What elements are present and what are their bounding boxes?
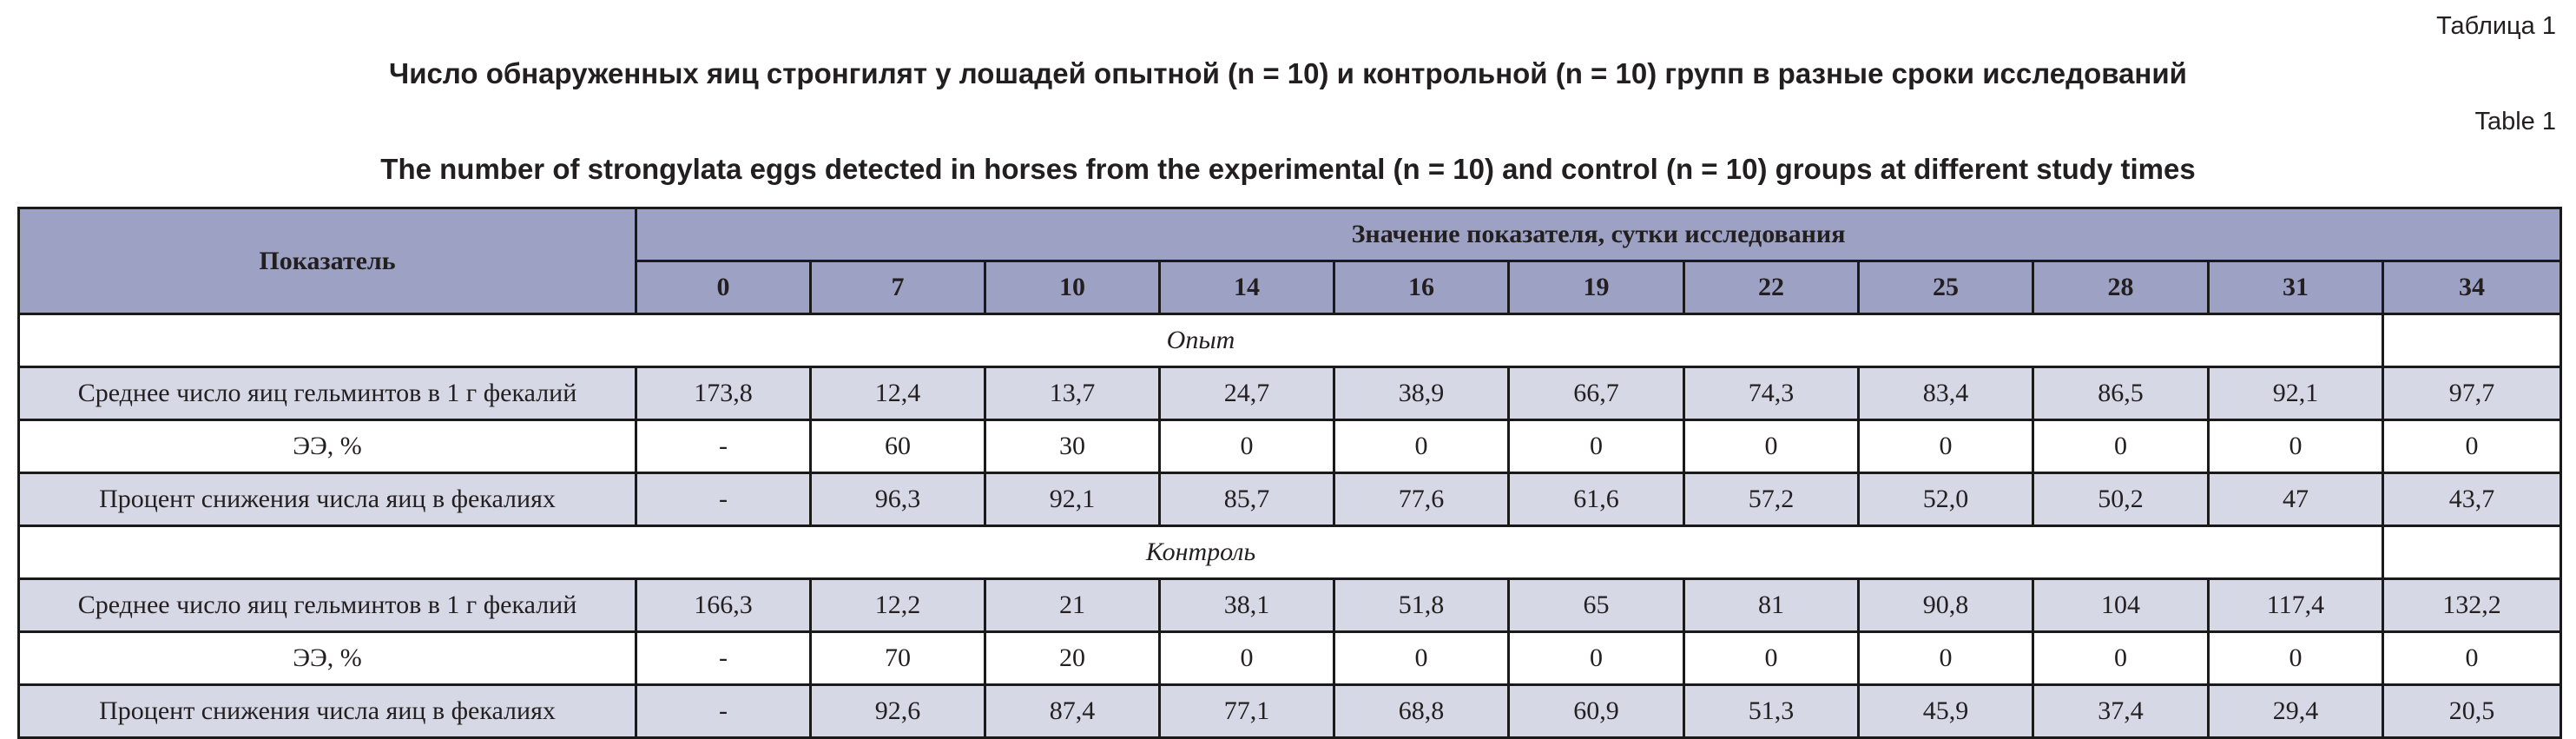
day-header: 0: [636, 261, 811, 314]
value-cell: 90,8: [1859, 579, 2033, 632]
value-cell: 12,2: [811, 579, 985, 632]
section-blank-cell: [2383, 526, 2561, 579]
value-cell: 0: [2209, 632, 2383, 685]
table-row: [19, 685, 2561, 738]
row-label: Среднее число яиц гельминтов в 1 г фекалий: [19, 367, 636, 420]
value-cell: 70: [811, 632, 985, 685]
value-cell: 92,1: [2209, 367, 2383, 420]
value-cell: 117,4: [2209, 579, 2383, 632]
value-cell: 77,6: [1334, 473, 1509, 526]
value-cell: 30: [985, 420, 1160, 473]
value-cell: 43,7: [2383, 473, 2561, 526]
section-title: Контроль: [19, 526, 2383, 579]
value-cell: 68,8: [1334, 685, 1509, 738]
value-cell: 0: [1859, 632, 2033, 685]
value-cell: 0: [1334, 632, 1509, 685]
value-cell: 104: [2033, 579, 2209, 632]
value-cell: 0: [2383, 632, 2561, 685]
row-label: Процент снижения числа яиц в фекалиях: [19, 685, 636, 738]
value-cell: 86,5: [2033, 367, 2209, 420]
value-cell: 24,7: [1160, 367, 1334, 420]
value-cell: 132,2: [2383, 579, 2561, 632]
row-label: Среднее число яиц гельминтов в 1 г фекалий: [19, 579, 636, 632]
value-cell: 66,7: [1509, 367, 1684, 420]
table-row: [19, 632, 2561, 685]
value-cell: 37,4: [2033, 685, 2209, 738]
value-cell: 12,4: [811, 367, 985, 420]
value-cell: 92,1: [985, 473, 1160, 526]
value-cell: 0: [1334, 420, 1509, 473]
strongylata-eggs-table: [17, 207, 2562, 739]
value-cell: 0: [2033, 632, 2209, 685]
day-header: 19: [1509, 261, 1684, 314]
value-cell: 50,2: [2033, 473, 2209, 526]
value-cell: -: [636, 685, 811, 738]
value-cell: -: [636, 420, 811, 473]
value-cell: 29,4: [2209, 685, 2383, 738]
section-row: [19, 526, 2561, 579]
indicator-header: Показатель: [19, 208, 636, 314]
value-cell: 74,3: [1684, 367, 1859, 420]
value-group-header: Значение показателя, сутки исследования: [636, 208, 2561, 261]
value-cell: 38,9: [1334, 367, 1509, 420]
value-cell: 45,9: [1859, 685, 2033, 738]
day-header: 34: [2383, 261, 2561, 314]
value-cell: 166,3: [636, 579, 811, 632]
value-cell: 0: [1684, 632, 1859, 685]
value-cell: 61,6: [1509, 473, 1684, 526]
value-cell: 13,7: [985, 367, 1160, 420]
table-title-ru: Число обнаруженных яиц стронгилят у лошадей опытной (n = 10) и контрольной (n = 10) групп в разные сроки исследований: [389, 57, 2187, 89]
day-header: 31: [2209, 261, 2383, 314]
value-cell: 57,2: [1684, 473, 1859, 526]
value-cell: 20: [985, 632, 1160, 685]
value-cell: 0: [2383, 420, 2561, 473]
table-number-en: Table 1: [2474, 108, 2556, 135]
value-cell: 38,1: [1160, 579, 1334, 632]
value-cell: 87,4: [985, 685, 1160, 738]
value-cell: 173,8: [636, 367, 811, 420]
value-cell: 0: [1509, 420, 1684, 473]
section-blank-cell: [2383, 314, 2561, 367]
value-cell: 60: [811, 420, 985, 473]
table-number-ru: Таблица 1: [2436, 12, 2556, 40]
value-cell: 85,7: [1160, 473, 1334, 526]
value-cell: 52,0: [1859, 473, 2033, 526]
table-row: [19, 579, 2561, 632]
table-row: [19, 420, 2561, 473]
section-row: [19, 314, 2561, 367]
value-cell: 51,3: [1684, 685, 1859, 738]
table-row: [19, 367, 2561, 420]
row-label: Процент снижения числа яиц в фекалиях: [19, 473, 636, 526]
value-cell: 21: [985, 579, 1160, 632]
day-header: 10: [985, 261, 1160, 314]
value-cell: 0: [1160, 420, 1334, 473]
day-header: 22: [1684, 261, 1859, 314]
value-cell: -: [636, 473, 811, 526]
row-label: ЭЭ, %: [19, 420, 636, 473]
value-cell: 47: [2209, 473, 2383, 526]
value-cell: 0: [1684, 420, 1859, 473]
value-cell: 83,4: [1859, 367, 2033, 420]
section-title: Опыт: [19, 314, 2383, 367]
value-cell: 51,8: [1334, 579, 1509, 632]
header-row-1: [19, 208, 2561, 261]
value-cell: 92,6: [811, 685, 985, 738]
value-cell: 20,5: [2383, 685, 2561, 738]
value-cell: 81: [1684, 579, 1859, 632]
row-label: ЭЭ, %: [19, 632, 636, 685]
day-header: 7: [811, 261, 985, 314]
value-cell: 60,9: [1509, 685, 1684, 738]
day-header: 25: [1859, 261, 2033, 314]
value-cell: 65: [1509, 579, 1684, 632]
value-cell: 77,1: [1160, 685, 1334, 738]
day-header: 16: [1334, 261, 1509, 314]
table-row: [19, 473, 2561, 526]
value-cell: 0: [2033, 420, 2209, 473]
value-cell: 0: [2209, 420, 2383, 473]
value-cell: 0: [1859, 420, 2033, 473]
table-title-en: The number of strongylata eggs detected in horses from the experimental (n = 10) and control (n = 10) groups at different study times: [380, 153, 2196, 185]
value-cell: 0: [1160, 632, 1334, 685]
day-header: 28: [2033, 261, 2209, 314]
value-cell: -: [636, 632, 811, 685]
value-cell: 97,7: [2383, 367, 2561, 420]
value-cell: 0: [1509, 632, 1684, 685]
value-cell: 96,3: [811, 473, 985, 526]
day-header: 14: [1160, 261, 1334, 314]
